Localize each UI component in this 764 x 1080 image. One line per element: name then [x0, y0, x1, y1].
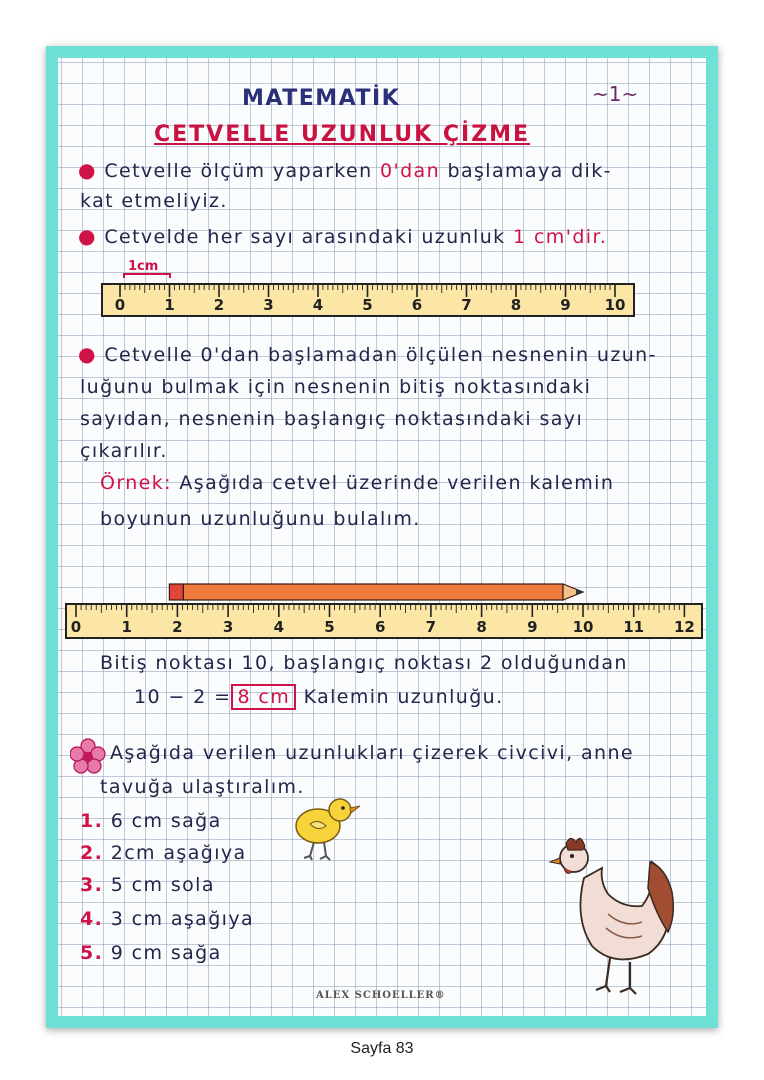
subject-heading: MATEMATİK [242, 86, 401, 111]
step-item: 1. 6 cm sağa [80, 810, 222, 832]
tick-label: 3 [263, 296, 274, 314]
tick-label: 1 [164, 296, 175, 314]
solution-line1: Bitiş noktası 10, başlangıç noktası 2 olduğundan [100, 652, 628, 674]
tick-label: 10 [572, 618, 594, 636]
tick-label: 5 [324, 618, 335, 636]
chick-icon [284, 784, 364, 864]
bullet-icon: ● [78, 342, 97, 366]
pencil-body [183, 584, 563, 600]
step-item: 5. 9 cm sağa [80, 942, 222, 964]
tick-label: 12 [673, 618, 695, 636]
tick-label: 8 [476, 618, 487, 636]
tick-label: 11 [623, 618, 645, 636]
tick-label: 10 [604, 296, 626, 314]
answer-box: 8 cm [231, 684, 296, 710]
rule3-line1: ● Cetvelle 0'dan başlamadan ölçülen nesnenin uzun- [78, 342, 657, 366]
tick-label: 9 [560, 296, 571, 314]
tick-label: 1 [121, 618, 132, 636]
tick-label: 6 [374, 618, 386, 636]
step-item: 4. 3 cm aşağıya [80, 908, 255, 930]
step-item: 3. 5 cm sola [80, 874, 215, 896]
bullet-icon: ● [78, 224, 97, 248]
rule2-line: ● Cetvelde her sayı arasındaki uzunluk 1 cm'dir. [78, 224, 608, 248]
rule1-line1: ● Cetvelle ölçüm yaparken 0'dan başlamaya dik- [78, 158, 612, 182]
pencil-drawing [169, 584, 583, 600]
tick-label: 2 [172, 618, 183, 636]
tick-label: 4 [312, 296, 324, 314]
rule3-line4: çıkarılır. [80, 440, 168, 462]
rule1-line2: kat etmeliyiz. [80, 190, 228, 212]
tick-label: 5 [362, 296, 373, 314]
tick-label: 9 [527, 618, 538, 636]
tick-label: 7 [425, 618, 437, 636]
rule3-line2: luğunu bulmak için nesnenin bitiş noktasındaki [80, 376, 592, 398]
unit-label-1cm: 1cm [128, 259, 159, 274]
tick-label: 7 [461, 296, 472, 314]
rule3-line3: sayıdan, nesnenin başlangıç noktasındaki sayı [80, 408, 584, 430]
bullet-icon: ● [78, 158, 97, 182]
tick-label: 6 [411, 296, 423, 314]
example-line2: boyunun uzunluğunu bulalım. [100, 508, 421, 530]
pencil-eraser [169, 584, 183, 600]
notebook-page [58, 58, 706, 1016]
tick-label: 0 [70, 618, 82, 636]
task-line1: Aşağıda verilen uzunlukları çizerek civcivi, anne [110, 742, 634, 764]
pencil-lead [576, 589, 583, 595]
task-line2: tavuğa ulaştıralım. [100, 776, 305, 798]
notebook-brand: ALEX SCHOELLER® [316, 990, 446, 1001]
tick-label: 2 [213, 296, 225, 314]
example-line1: Örnek: Aşağıda cetvel üzerinde verilen kalemin [100, 472, 615, 494]
step-item: 2. 2cm aşağıya [80, 842, 247, 864]
page-title: CETVELLE UZUNLUK ÇİZME [154, 122, 531, 147]
ruler-0-12 [64, 562, 706, 648]
flower-icon [70, 738, 106, 774]
tick-label: 3 [222, 618, 234, 636]
hen-icon [544, 828, 684, 998]
page-frame [46, 46, 718, 1028]
unit-bracket [124, 274, 170, 278]
solution-line2: 10 − 2 = 8 cm Kalemin uzunluğu. [134, 686, 504, 708]
tick-label: 4 [273, 618, 285, 636]
page-mark: ~1~ [592, 82, 639, 106]
page-footer: Sayfa 83 [350, 1040, 414, 1057]
ruler-0-10 [98, 254, 648, 320]
tick-label: 8 [510, 296, 522, 314]
tick-label: 0 [114, 296, 126, 314]
